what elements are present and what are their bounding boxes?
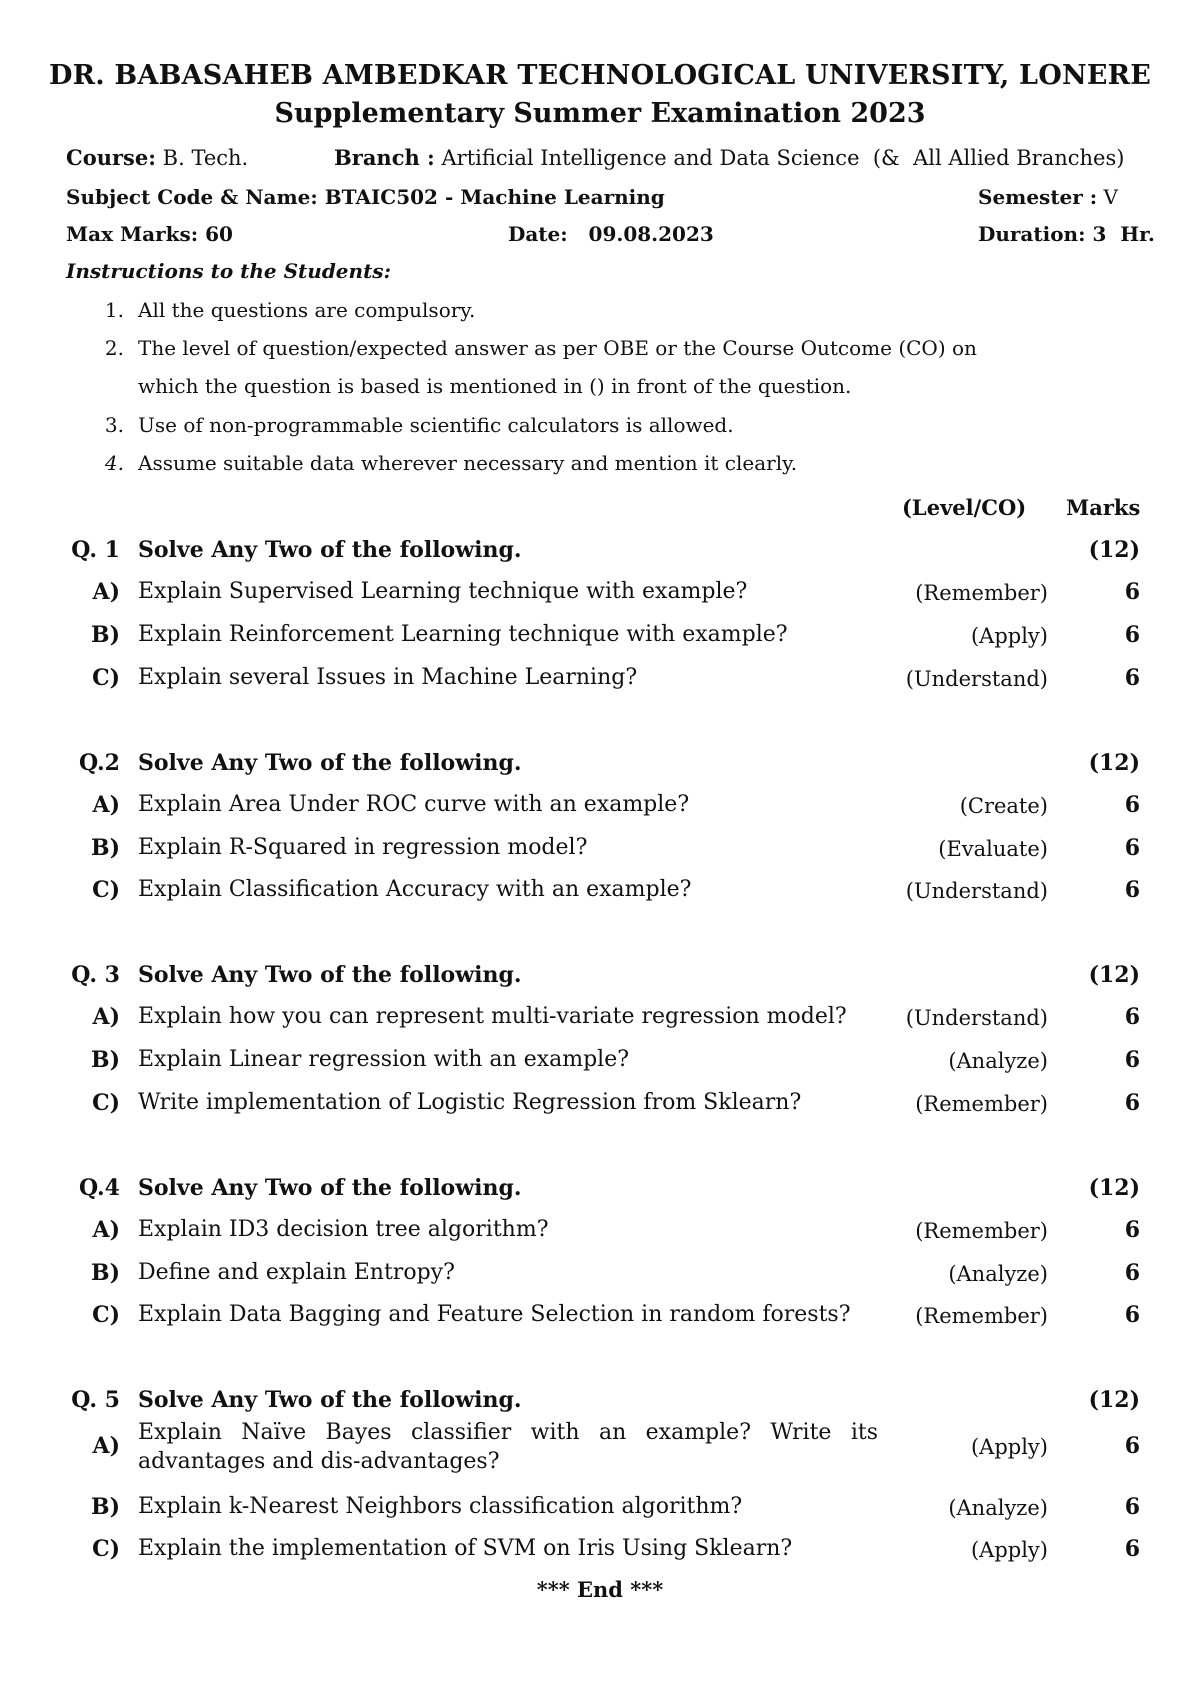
- subquestion-marks: 6: [1124, 665, 1140, 691]
- subquestion-marks: 6: [1124, 1433, 1140, 1459]
- subquestion-letter: A): [92, 1004, 120, 1030]
- duration-value: 3 Hr.: [1085, 222, 1155, 246]
- subquestion-marks: 6: [1124, 1302, 1140, 1328]
- subquestion-letter: A): [92, 1217, 120, 1243]
- subquestion-text: Explain ID3 decision tree algorithm?: [138, 1217, 549, 1242]
- question-title: Solve Any Two of the following.: [138, 962, 522, 988]
- subquestion-marks: 6: [1124, 835, 1140, 861]
- subquestion-text: Define and explain Entropy?: [138, 1260, 455, 1285]
- question-marks: (12): [1088, 537, 1140, 563]
- subject-value: BTAIC502 - Machine Learning: [317, 185, 665, 209]
- semester-value: V: [1097, 185, 1118, 209]
- subquestion-level: (Understand): [905, 667, 1048, 691]
- semester-label: Semester :: [978, 185, 1098, 209]
- subquestion-level: (Understand): [905, 879, 1048, 903]
- branch-field: [334, 145, 1124, 170]
- question-number: Q.2: [78, 750, 120, 776]
- instruction-text: which the question is based is mentioned in () in front of the question.: [138, 374, 852, 398]
- subquestion-level: (Apply): [970, 1538, 1048, 1562]
- question-marks: (12): [1088, 962, 1140, 988]
- subquestion-text: Explain Data Bagging and Feature Selection in random forests?: [138, 1302, 851, 1327]
- question-number: Q. 3: [71, 962, 120, 988]
- course-value: B. Tech.: [156, 146, 249, 170]
- question-title: Solve Any Two of the following.: [138, 750, 522, 776]
- subquestion-marks: 6: [1124, 1004, 1140, 1030]
- subquestion-text: Explain R-Squared in regression model?: [138, 835, 588, 860]
- max-marks-value: 60: [198, 222, 233, 246]
- semester-field: [978, 185, 1118, 209]
- subquestion-level: (Analyze): [948, 1496, 1048, 1520]
- subquestion-letter: B): [90, 1260, 120, 1286]
- subquestion-text: Explain Area Under ROC curve with an example?: [138, 792, 690, 817]
- date-field: [508, 222, 714, 246]
- subquestion-text: Explain Linear regression with an example?: [138, 1047, 630, 1072]
- subquestion-text: Explain Reinforcement Learning technique with example?: [138, 622, 788, 647]
- subquestion-marks: 6: [1124, 1047, 1140, 1073]
- subquestion-marks: 6: [1124, 1536, 1140, 1562]
- subquestion-letter: C): [92, 1536, 120, 1562]
- subquestion-letter: C): [92, 665, 120, 691]
- subquestion-marks: 6: [1124, 1217, 1140, 1243]
- subquestion-level: (Understand): [905, 1006, 1048, 1030]
- instruction-number: 1.: [104, 298, 124, 322]
- max-marks-label: Max Marks:: [66, 222, 199, 246]
- university-title: DR. BABASAHEB AMBEDKAR TECHNOLOGICAL UNIVERSITY, LONERE: [48, 60, 1152, 91]
- subquestion-marks: 6: [1124, 1494, 1140, 1520]
- branch-value: Artificial Intelligence and Data Science (& All Allied Branches): [434, 146, 1125, 170]
- subquestion-letter: C): [92, 877, 120, 903]
- marks-header: Marks: [1066, 495, 1141, 520]
- instruction-number: 4.: [104, 451, 124, 475]
- date-label: Date:: [508, 222, 568, 246]
- instruction-text: All the questions are compulsory.: [138, 298, 476, 322]
- level-co-header: (Level/CO): [902, 495, 1027, 520]
- subject-field: [66, 185, 665, 209]
- subquestion-letter: C): [92, 1090, 120, 1116]
- question-title: Solve Any Two of the following.: [138, 537, 522, 563]
- instructions-title: Instructions to the Students:: [66, 259, 391, 283]
- instruction-number: 3.: [104, 413, 124, 437]
- instruction-number: 2.: [104, 336, 124, 360]
- subquestion-letter: C): [92, 1302, 120, 1328]
- subquestion-marks: 6: [1124, 1260, 1140, 1286]
- subquestion-text: Explain the implementation of SVM on Iris Using Sklearn?: [138, 1536, 793, 1561]
- subquestion-letter: B): [90, 1047, 120, 1073]
- max-marks-field: [66, 222, 233, 246]
- subquestion-marks: 6: [1124, 877, 1140, 903]
- subquestion-level: (Analyze): [948, 1262, 1048, 1286]
- question-title: Solve Any Two of the following.: [138, 1387, 522, 1413]
- subquestion-text: Explain Supervised Learning technique with example?: [138, 579, 748, 604]
- branch-label: Branch :: [334, 145, 435, 170]
- course-label: Course:: [66, 145, 156, 170]
- subquestion-letter: A): [92, 1433, 120, 1459]
- question-number: Q. 1: [71, 537, 120, 563]
- subquestion-text: Explain several Issues in Machine Learning?: [138, 665, 638, 690]
- duration-label: Duration:: [978, 222, 1086, 246]
- subject-label: Subject Code & Name:: [66, 185, 318, 209]
- subquestion-level: (Evaluate): [938, 837, 1048, 861]
- subquestion-level: (Analyze): [948, 1049, 1048, 1073]
- subquestion-level: (Apply): [970, 1435, 1048, 1459]
- end-marker: *** End ***: [536, 1577, 664, 1602]
- subquestion-marks: 6: [1124, 1090, 1140, 1116]
- duration-field: [978, 222, 1155, 246]
- subquestion-letter: B): [90, 835, 120, 861]
- subquestion-level: (Apply): [970, 624, 1048, 648]
- question-title: Solve Any Two of the following.: [138, 1175, 522, 1201]
- subquestion-level: (Remember): [915, 1219, 1048, 1243]
- subquestion-text: Explain Classification Accuracy with an example?: [138, 877, 692, 902]
- subquestion-letter: A): [92, 792, 120, 818]
- subquestion-level: (Remember): [915, 1304, 1048, 1328]
- subquestion-marks: 6: [1124, 622, 1140, 648]
- subquestion-level: (Create): [959, 794, 1048, 818]
- question-number: Q.4: [78, 1175, 120, 1201]
- subquestion-text: Explain k-Nearest Neighbors classification algorithm?: [138, 1494, 743, 1519]
- date-value: 09.08.2023: [567, 222, 714, 246]
- exam-title: Supplementary Summer Examination 2023: [274, 98, 926, 129]
- subquestion-text: Explain Naïve Bayes classifier with an example? Write its advantages and dis-advantages?: [138, 1420, 878, 1474]
- instruction-text: Use of non-programmable scientific calculators is allowed.: [138, 413, 734, 437]
- question-marks: (12): [1088, 750, 1140, 776]
- subquestion-text: Write implementation of Logistic Regression from Sklearn?: [138, 1090, 802, 1115]
- subquestion-marks: 6: [1124, 579, 1140, 605]
- subquestion-level: (Remember): [915, 581, 1048, 605]
- question-marks: (12): [1088, 1175, 1140, 1201]
- instruction-text: The level of question/expected answer as per OBE or the Course Outcome (CO) on: [138, 336, 977, 360]
- subquestion-text: Explain how you can represent multi-variate regression model?: [138, 1004, 847, 1029]
- course-field: [66, 145, 248, 170]
- question-number: Q. 5: [71, 1387, 120, 1413]
- subquestion-letter: B): [90, 622, 120, 648]
- subquestion-level: (Remember): [915, 1092, 1048, 1116]
- question-marks: (12): [1088, 1387, 1140, 1413]
- subquestion-letter: A): [92, 579, 120, 605]
- instruction-text: Assume suitable data wherever necessary and mention it clearly.: [138, 451, 798, 475]
- subquestion-marks: 6: [1124, 792, 1140, 818]
- subquestion-letter: B): [90, 1494, 120, 1520]
